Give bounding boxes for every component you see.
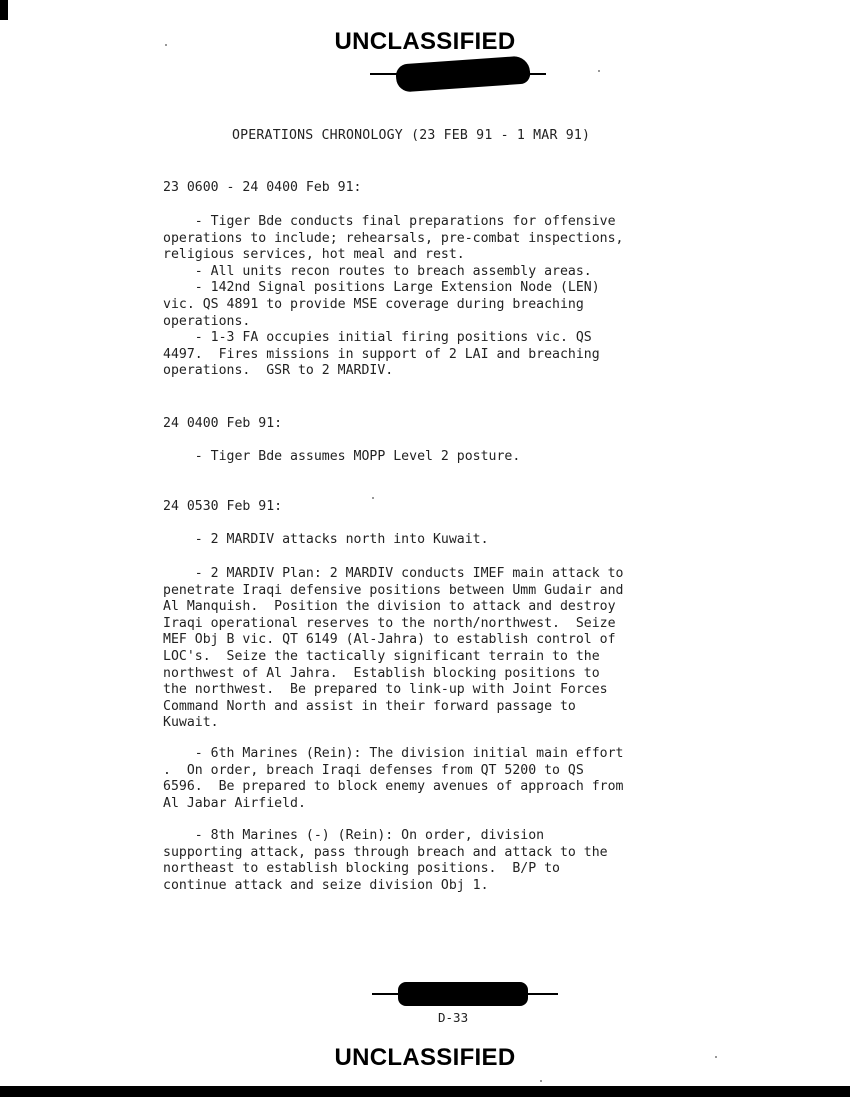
scan-bottom-edge bbox=[0, 1086, 850, 1097]
document-title: OPERATIONS CHRONOLOGY (23 FEB 91 - 1 MAR 91) bbox=[232, 128, 591, 143]
entry-3-paragraph-4: - 8th Marines (-) (Rein): On order, division supporting attack, pass through breach and attack to the northeast to establish blocking positions. B/P to continue attack and seize division Obj 1. bbox=[163, 828, 608, 893]
entry-heading-3: 24 0530 Feb 91: bbox=[163, 499, 283, 514]
classification-banner-top: UNCLASSIFIED bbox=[334, 28, 516, 55]
classification-banner-bottom: UNCLASSIFIED bbox=[334, 1044, 516, 1071]
scan-speck bbox=[598, 70, 600, 72]
entry-3-paragraph-2: - 2 MARDIV Plan: 2 MARDIV conducts IMEF main attack to penetrate Iraqi defensive positions between Umm Gudair and Al Manquish. Position the division to attack and destroy Iraqi operational reserves to the north/northwest. Seize MEF Obj B vic. QT 6149 (Al-Jahra) to establish control of LOC's. Seize the tactically significant terrain to the northwest of Al Jahra. Establish blocking positions to the northwest. Be prepared to link-up with Joint Forces Command North and assist in their forward passage to Kuwait. bbox=[163, 566, 624, 731]
scan-speck bbox=[540, 1080, 542, 1082]
scan-speck bbox=[372, 497, 374, 499]
scan-speck bbox=[715, 1056, 717, 1058]
entry-2-paragraph-1: - Tiger Bde assumes MOPP Level 2 posture. bbox=[163, 449, 521, 464]
entry-3-paragraph-1: - 2 MARDIV attacks north into Kuwait. bbox=[163, 532, 489, 547]
page-number: D-33 bbox=[438, 1010, 469, 1025]
redaction-block-bottom bbox=[398, 982, 528, 1006]
entry-heading-1: 23 0600 - 24 0400 Feb 91: bbox=[163, 180, 362, 195]
entry-heading-2: 24 0400 Feb 91: bbox=[163, 416, 283, 431]
entry-1-paragraph-1: - Tiger Bde conducts final preparations for offensive operations to include; rehearsals, pre-combat inspections, religious services, hot meal and rest. - All units recon routes to breach assembly areas. - 142nd Signal positions Large Extension Node (LEN) vic. QS 4891 to provide MSE coverage during breaching operations. - 1-3 FA occupies initial firing positions vic. QS 4497. Fires missions in support of 2 LAI and breaching operations. GSR to 2 MARDIV. bbox=[163, 214, 624, 379]
redaction-block-top bbox=[395, 55, 531, 92]
scan-speck bbox=[165, 44, 167, 46]
entry-3-paragraph-3: - 6th Marines (Rein): The division initial main effort . On order, breach Iraqi defenses from QT 5200 to QS 6596. Be prepared to block enemy avenues of approach from Al Jabar Airfield. bbox=[163, 746, 624, 811]
scan-corner-mark bbox=[0, 0, 8, 20]
